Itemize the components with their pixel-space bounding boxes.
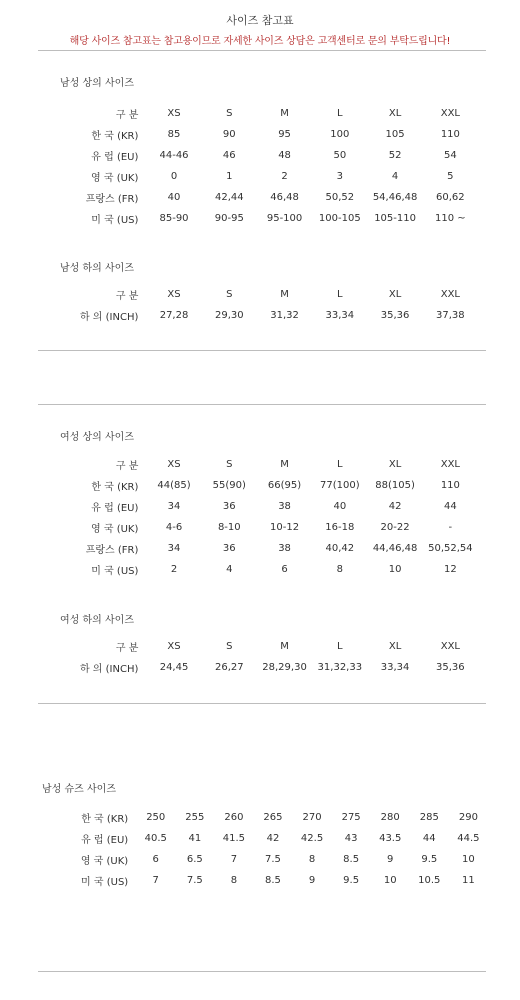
size-cell: 60,62 (436, 192, 465, 203)
men-shoes-title: 남성 슈즈 사이즈 (42, 784, 116, 795)
size-cell: 10 (462, 854, 475, 865)
size-cell: 255 (185, 812, 205, 823)
size-cell: 42.5 (300, 833, 324, 844)
size-cell: 85 (167, 129, 181, 140)
size-cell: XL (388, 641, 402, 652)
size-cell: 11 (462, 875, 475, 886)
size-cell: 46 (222, 150, 236, 161)
size-cell: 31,32,33 (317, 662, 363, 673)
size-cell: 10-12 (270, 522, 300, 533)
size-cell: 8 (336, 564, 343, 575)
table-row (64, 517, 478, 538)
men-shoes-size-table (40, 807, 488, 891)
size-cell: XXL (440, 641, 460, 652)
size-cell: 9.5 (343, 875, 360, 886)
men-top-size-table (64, 103, 478, 229)
size-cell: 43 (344, 833, 358, 844)
size-cell: 265 (263, 812, 283, 823)
size-cell: 8.5 (265, 875, 281, 886)
row-label: 미 국 (US) (81, 877, 129, 888)
row-label: 유 럽 (EU) (91, 503, 139, 514)
size-cell: 95-100 (266, 213, 303, 224)
size-cell: 10 (388, 564, 402, 575)
size-cell: 16-18 (325, 522, 355, 533)
size-cell: 46,48 (270, 192, 299, 203)
size-cell: 260 (224, 812, 244, 823)
size-cell: 6.5 (186, 854, 203, 865)
size-cell: 41.5 (222, 833, 246, 844)
size-cell: 110 ~ (435, 213, 466, 224)
size-cell: 95 (278, 129, 291, 140)
size-cell: 1 (226, 171, 233, 182)
divider (38, 703, 486, 704)
size-cell: 8 (230, 875, 238, 886)
size-cell: 90 (222, 129, 236, 140)
size-cell: 54,46,48 (372, 192, 418, 203)
size-cell: 100 (330, 129, 350, 140)
size-cell: 37,38 (436, 310, 465, 321)
size-cell: 7.5 (265, 854, 281, 865)
women-bottom-size-table (64, 636, 478, 678)
size-cell: 7 (152, 875, 159, 886)
size-cell: 44 (422, 833, 436, 844)
row-label: 유 럽 (EU) (81, 835, 129, 846)
size-cell: 40 (333, 501, 347, 512)
size-cell: 2 (281, 171, 288, 182)
size-cell: 20-22 (380, 522, 410, 533)
size-cell: 88(105) (375, 480, 415, 491)
row-label: 프랑스 (FR) (85, 194, 139, 205)
size-cell: M (280, 289, 289, 300)
table-header-row (64, 636, 478, 657)
size-cell: XL (388, 459, 402, 470)
size-cell: 50 (333, 150, 347, 161)
divider (38, 971, 486, 972)
size-cell: 35,36 (380, 310, 410, 321)
row-label: 미 국 (US) (91, 215, 139, 226)
size-cell: 38 (278, 501, 291, 512)
size-cell: 43.5 (379, 833, 402, 844)
size-cell: XS (167, 108, 181, 119)
table-row (40, 849, 488, 870)
size-cell: 42,44 (214, 192, 244, 203)
size-cell: 4 (391, 171, 399, 182)
size-cell: 50,52,54 (428, 543, 473, 554)
table-row (64, 559, 478, 580)
size-cell: 34 (167, 501, 181, 512)
size-cell: 44,46,48 (372, 543, 418, 554)
size-cell: 55(90) (212, 480, 246, 491)
table-row (64, 208, 478, 229)
size-cell: 0 (170, 171, 178, 182)
size-cell: L (337, 641, 343, 652)
size-cell: XL (388, 289, 402, 300)
table-row (64, 187, 478, 208)
size-cell: L (337, 289, 343, 300)
table-row (64, 166, 478, 187)
row-label: 한 국 (KR) (91, 482, 139, 493)
size-cell: 29,30 (214, 310, 244, 321)
table-row (40, 807, 488, 828)
size-cell: M (280, 108, 289, 119)
size-cell: 2 (170, 564, 178, 575)
table-row (64, 496, 478, 517)
table-row (64, 657, 478, 678)
table-header-row (64, 454, 478, 475)
size-cell: 12 (443, 564, 457, 575)
size-cell: 3 (336, 171, 343, 182)
row-label: 영 국 (UK) (91, 173, 139, 184)
size-cell: 100-105 (318, 213, 361, 224)
size-cell: 250 (146, 812, 166, 823)
size-cell: 44 (443, 501, 457, 512)
size-cell: XS (167, 641, 181, 652)
size-cell: 77(100) (320, 480, 360, 491)
size-cell: M (280, 641, 289, 652)
size-cell: M (280, 459, 289, 470)
size-cell: 26,27 (214, 662, 244, 673)
page-title: 사이즈 참고표 (226, 14, 294, 27)
row-label: 하 의 (INCH) (79, 664, 139, 675)
size-cell: 42 (266, 833, 280, 844)
size-cell: 8.5 (343, 854, 360, 865)
size-cell: XS (167, 459, 181, 470)
row-label: 구 분 (115, 110, 139, 121)
size-cell: 35,36 (436, 662, 465, 673)
size-cell: XL (388, 108, 402, 119)
size-cell: 24,45 (159, 662, 189, 673)
size-cell: 48 (278, 150, 291, 161)
size-cell: 110 (440, 129, 460, 140)
size-cell: 110 (440, 480, 460, 491)
size-cell: 41 (188, 833, 202, 844)
size-cell: 280 (380, 812, 400, 823)
size-cell: 10.5 (418, 875, 441, 886)
size-cell: XXL (440, 289, 460, 300)
size-cell: XXL (440, 108, 460, 119)
size-cell: S (226, 289, 233, 300)
size-cell: 31,32 (270, 310, 299, 321)
women-bottom-title: 여성 하의 사이즈 (60, 615, 134, 626)
size-cell: - (448, 522, 453, 533)
size-cell: S (226, 641, 233, 652)
size-cell: 290 (458, 812, 478, 823)
size-cell: 28,29,30 (262, 662, 307, 673)
divider (38, 404, 486, 405)
size-cell: L (337, 459, 343, 470)
table-header-row (64, 284, 478, 305)
size-cell: 8 (308, 854, 316, 865)
size-cell: 44-46 (159, 150, 189, 161)
table-row (40, 870, 488, 891)
size-cell: L (337, 108, 343, 119)
row-label: 구 분 (115, 291, 139, 302)
row-label: 프랑스 (FR) (85, 545, 139, 556)
size-cell: 105-110 (374, 213, 416, 224)
size-cell: 85-90 (159, 213, 189, 224)
size-cell: 9 (308, 875, 316, 886)
table-row (64, 145, 478, 166)
size-cell: 6 (152, 854, 159, 865)
size-cell: 8-10 (217, 522, 241, 533)
table-header-row (64, 103, 478, 124)
table-row (40, 828, 488, 849)
size-cell: 9 (387, 854, 394, 865)
size-cell: 4 (226, 564, 233, 575)
row-label: 미 국 (US) (91, 566, 139, 577)
row-label: 구 분 (115, 643, 139, 654)
size-cell: 40.5 (144, 833, 167, 844)
size-cell: 7 (230, 854, 238, 865)
size-cell: 5 (447, 171, 454, 182)
size-cell: 42 (388, 501, 402, 512)
women-top-title: 여성 상의 사이즈 (60, 432, 134, 443)
size-cell: 40 (167, 192, 181, 203)
size-cell: 52 (388, 150, 402, 161)
size-cell: 36 (222, 501, 236, 512)
row-label: 유 럽 (EU) (91, 152, 139, 163)
row-label: 영 국 (UK) (80, 856, 129, 867)
size-cell: 6 (281, 564, 288, 575)
size-cell: XS (167, 289, 181, 300)
size-cell: 44.5 (457, 833, 480, 844)
table-row (64, 305, 478, 326)
size-cell: 44(85) (157, 480, 191, 491)
size-cell: XXL (440, 459, 460, 470)
size-cell: 66(95) (267, 480, 302, 491)
size-cell: 9.5 (421, 854, 438, 865)
size-cell: 27,28 (159, 310, 189, 321)
divider (38, 350, 486, 351)
size-notice: 해당 사이즈 참고표는 참고용이므로 자세한 사이즈 상담은 고객센터로 문의 부탁드립니다! (69, 36, 451, 47)
size-cell: 54 (443, 150, 457, 161)
size-cell: 10 (383, 875, 397, 886)
size-cell: 33,34 (325, 310, 355, 321)
men-bottom-title: 남성 하의 사이즈 (60, 263, 134, 274)
row-label: 구 분 (115, 461, 139, 472)
size-cell: S (226, 459, 233, 470)
size-cell: 105 (385, 129, 405, 140)
size-cell: 50,52 (325, 192, 355, 203)
row-label: 하 의 (INCH) (79, 312, 139, 323)
size-cell: 34 (167, 543, 181, 554)
table-row (64, 538, 478, 559)
size-cell: 38 (278, 543, 291, 554)
size-cell: 90-95 (214, 213, 244, 224)
men-bottom-size-table (64, 284, 478, 326)
size-cell: S (226, 108, 233, 119)
men-top-title: 남성 상의 사이즈 (60, 78, 134, 89)
size-cell: 285 (419, 812, 439, 823)
size-cell: 40,42 (325, 543, 355, 554)
divider (38, 50, 486, 51)
row-label: 한 국 (KR) (81, 814, 129, 825)
size-cell: 7.5 (186, 875, 203, 886)
size-cell: 270 (302, 812, 322, 823)
size-cell: 36 (222, 543, 236, 554)
row-label: 영 국 (UK) (91, 524, 139, 535)
women-top-size-table (64, 454, 478, 580)
table-row (64, 124, 478, 145)
table-row (64, 475, 478, 496)
size-cell: 33,34 (380, 662, 410, 673)
size-cell: 4-6 (165, 522, 183, 533)
size-cell: 275 (341, 812, 361, 823)
row-label: 한 국 (KR) (91, 131, 139, 142)
